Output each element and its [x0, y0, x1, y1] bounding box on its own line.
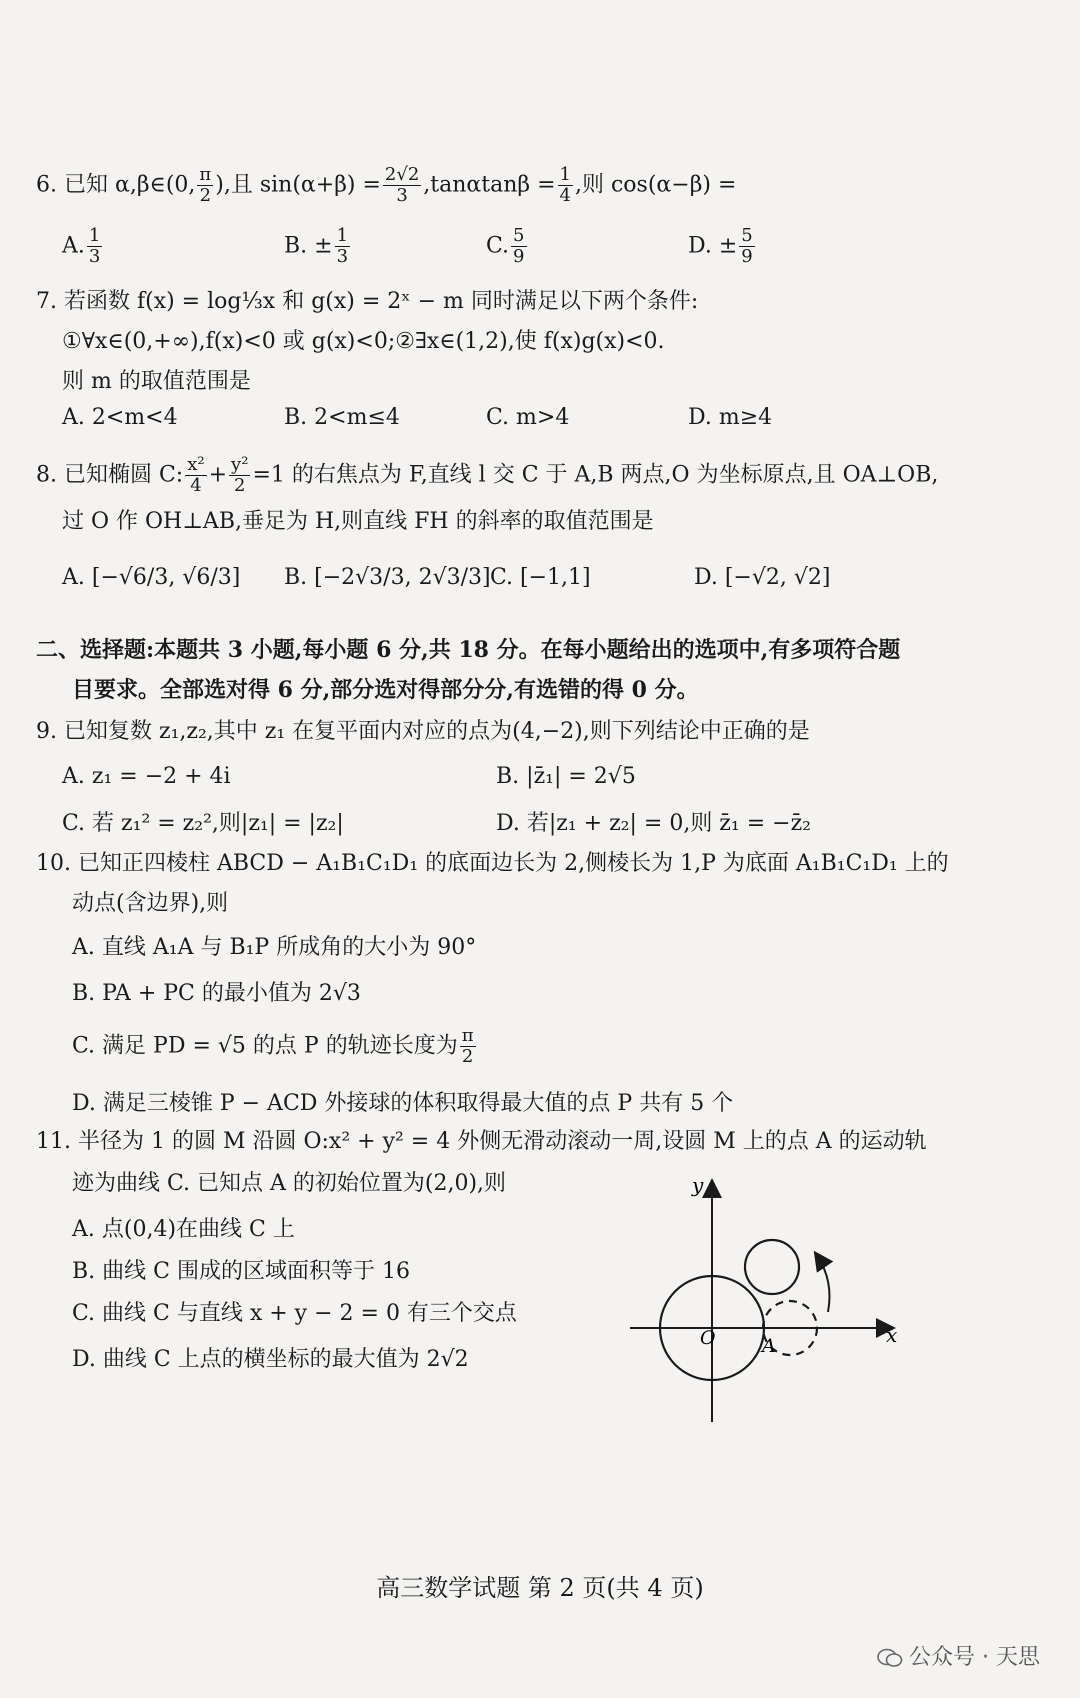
q10-option-c: C. 满足 PD = √5 的点 P 的轨迹长度为 $\frac{\pi}{2}$ — [72, 1025, 474, 1067]
q9-option-d: D. 若|z₁ + z₂| = 0,则 z̄₁ = −z̄₂ — [496, 811, 811, 836]
q6-option-a: A. $\frac{1}{3}$ — [62, 225, 101, 267]
q8-option-c: C. [−1,1] — [490, 565, 591, 590]
q7-option-c: C. m>4 — [486, 405, 570, 430]
section2-heading-line2: 目要求。全部选对得 6 分,部分选对得部分分,有选错的得 0 分。 — [72, 677, 699, 703]
q9-stem: 9. 已知复数 z₁,z₂,其中 z₁ 在复平面内对应的点为(4,−2),则下列结论中正确的是 — [36, 719, 810, 744]
wechat-icon — [877, 1648, 903, 1668]
q6-option-d: D. ± $\frac{5}{9}$ — [688, 225, 753, 267]
q6-pi-frac: $\frac{\pi}{2}$ — [199, 164, 212, 206]
rolling-circle-figure — [620, 1170, 920, 1430]
q10-option-b: B. PA + PC 的最小值为 2√3 — [72, 981, 361, 1006]
q8-ellipse-x-frac: $\frac{\text{x²}}{4}$ — [187, 454, 205, 496]
q10-line1: 10. 已知正四棱柱 ABCD − A₁B₁C₁D₁ 的底面边长为 2,侧棱长为 1,P 为底面 A₁B₁C₁D₁ 上的 — [36, 851, 949, 876]
q6-value1-frac: $\frac{2√2}{3}$ — [384, 164, 420, 206]
q10-option-d: D. 满足三棱锥 P − ACD 外接球的体积取得最大值的点 P 共有 5 个 — [72, 1091, 734, 1116]
watermark — [877, 1640, 1040, 1671]
q6-value2-frac: $\frac{1}{4}$ — [559, 164, 571, 206]
origin-label: O — [700, 1327, 716, 1349]
page-footer: 高三数学试题 第 2 页(共 4 页) — [376, 1574, 704, 1602]
q9-option-b: B. |z̄₁| = 2√5 — [496, 764, 636, 789]
q7-line1: 7. 若函数 f(x) = log⅓x 和 g(x) = 2ˣ − m 同时满足以下两个条件: — [36, 289, 699, 314]
x-axis-label: x — [886, 1323, 898, 1347]
q8-option-d: D. [−√2, √2] — [694, 565, 831, 590]
circle-m-rolled — [745, 1240, 799, 1294]
q7-option-b: B. 2<m≤4 — [284, 405, 400, 430]
q6-option-c: C. $\frac{5}{9}$ — [486, 225, 525, 267]
q11-option-c: C. 曲线 C 与直线 x + y − 2 = 0 有三个交点 — [72, 1301, 517, 1326]
q7-option-d: D. m≥4 — [688, 405, 773, 430]
y-axis-label: y — [692, 1173, 704, 1197]
q7-option-a: A. 2<m<4 — [62, 405, 178, 430]
q7-line2: ①∀x∈(0,+∞),f(x)<0 或 g(x)<0;②∃x∈(1,2),使 f(x)g(x)<0. — [62, 329, 665, 354]
q8-line1: 8. 已知椭圆 C: $\frac{\text{x²}}{4}$ + $\frac{\text{y²}}{2}$ =1 的右焦点为 F,直线 l 交 C 于 A,B 两点,O 为坐标原点,且 OA⊥OB, — [36, 454, 939, 496]
q10-option-a: A. 直线 A₁A 与 B₁P 所成角的大小为 90° — [72, 935, 477, 960]
section2-heading-line1: 二、选择题:本题共 3 小题,每小题 6 分,共 18 分。在每小题给出的选项中,有多项符合题 — [36, 637, 901, 663]
q8-option-b: B. [−2√3/3, 2√3/3] — [284, 565, 491, 590]
q8-option-a: A. [−√6/3, √6/3] — [62, 565, 241, 590]
q6-stem: 6. 已知 α,β∈(0, $\frac{\pi}{2}$ ),且 sin(α+β) = $\frac{2√2}{3}$ ,tanαtanβ = $\frac{1}{4}$ ,则 cos(α−β) = — [36, 164, 737, 206]
rolling-direction-arrow — [816, 1254, 830, 1312]
q7-line3: 则 m 的取值范围是 — [62, 369, 251, 394]
watermark-text: 公众号 · 天思 — [909, 1645, 1040, 1670]
point-a-label: A — [762, 1335, 776, 1357]
q9-option-c: C. 若 z₁² = z₂²,则|z₁| = |z₂| — [62, 811, 344, 836]
q11-option-d: D. 曲线 C 上点的横坐标的最大值为 2√2 — [72, 1347, 469, 1372]
q11-line2: 迹为曲线 C. 已知点 A 的初始位置为(2,0),则 — [72, 1171, 507, 1196]
q11-option-a: A. 点(0,4)在曲线 C 上 — [72, 1217, 295, 1242]
q10-line2: 动点(含边界),则 — [72, 891, 229, 916]
q11-option-b: B. 曲线 C 围成的区域面积等于 16 — [72, 1259, 410, 1284]
q8-line2: 过 O 作 OH⊥AB,垂足为 H,则直线 FH 的斜率的取值范围是 — [62, 509, 654, 534]
q9-option-a: A. z₁ = −2 + 4i — [62, 764, 231, 789]
q11-line1: 11. 半径为 1 的圆 M 沿圆 O:x² + y² = 4 外侧无滑动滚动一周,设圆 M 上的点 A 的运动轨 — [36, 1129, 927, 1154]
q6-option-b: B. ± $\frac{1}{3}$ — [284, 225, 349, 267]
q8-ellipse-y-frac: $\frac{\text{y²}}{2}$ — [231, 454, 249, 496]
